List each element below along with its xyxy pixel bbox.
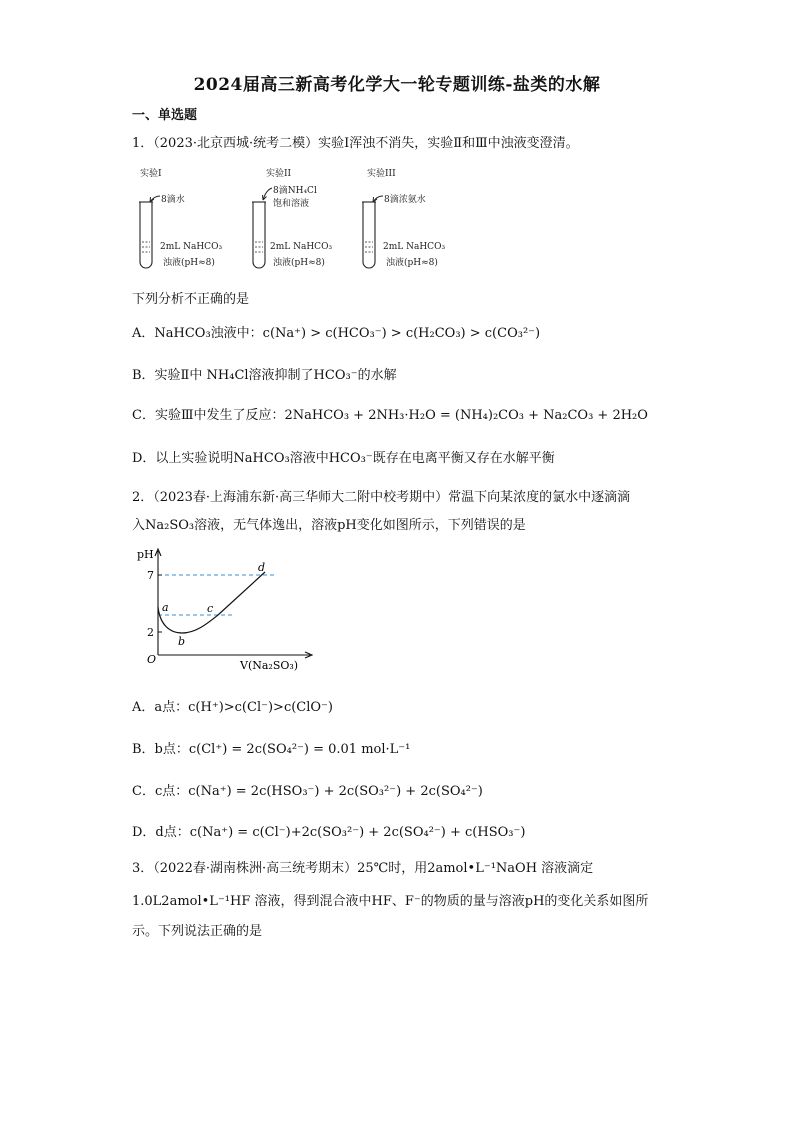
y-tick-2: 2 (147, 626, 154, 639)
document-title: 2024届高三新高考化学大一轮专题训练-盐类的水解 (193, 75, 601, 95)
exp2-reagent-2: 饱和溶液 (273, 199, 310, 209)
q2-option-d[interactable]: D．d点：c(Na⁺) = c(Cl⁻)+2c(SO₃²⁻) + 2c(SO₄²⁻) + c(HSO₃⁻) (132, 825, 526, 840)
test-tubes-svg (130, 180, 460, 275)
exp2-reagent: 8滴NH₄Cl (273, 186, 317, 196)
ph-curve-svg (137, 545, 340, 675)
q2-stem-line2: 入Na₂SO₃溶液，无气体逸出，溶液pH变化如图所示，下列错误的是 (132, 518, 526, 533)
q1-option-d[interactable]: D．以上实验说明NaHCO₃溶液中HCO₃⁻既存在电离平衡又存在水解平衡 (132, 451, 555, 466)
point-d-label: d (258, 561, 266, 574)
exp3-solution-ph: 浊液(pH≈8) (386, 258, 438, 268)
exp2-label: 实验II (266, 169, 292, 179)
exp1-label: 实验I (140, 169, 162, 179)
test-tube-2-icon (252, 188, 272, 268)
y-tick-7: 7 (147, 569, 154, 582)
q3-line2: 1.0L2amol•L⁻¹HF 溶液，得到混合液中HF、F⁻的物质的量与溶液pH的变化关系如图所 (132, 894, 649, 909)
q3-line1: 3．（2022春·湖南株洲·高三统考期末）25℃时，用2amol•L⁻¹NaOH 溶液滴定 (132, 861, 594, 876)
test-tube-1-icon (139, 196, 160, 268)
exp2-solution: 2mL NaHCO₃ (270, 242, 333, 252)
q1-option-a[interactable]: A．NaHCO₃浊液中：c(Na⁺) > c(HCO₃⁻) > c(H₂CO₃) > c(CO₃²⁻) (132, 326, 541, 341)
x-axis-label: V(Na₂SO₃) (240, 659, 299, 672)
q1-option-b[interactable]: B．实验Ⅱ中 NH₄Cl溶液抑制了HCO₃⁻的水解 (132, 368, 397, 383)
origin-label: O (147, 653, 157, 666)
exp3-solution: 2mL NaHCO₃ (383, 242, 446, 252)
q2-option-a[interactable]: A．a点：c(H⁺)>c(Cl⁻)>c(ClO⁻) (132, 700, 333, 715)
q2-stem-line1: 2．（2023春·上海浦东新·高三华师大二附中校考期中）常温下向某浓度的氯水中逐滴滴 (132, 490, 631, 505)
q2-option-c[interactable]: C．c点：c(Na⁺) = 2c(HSO₃⁻) + 2c(SO₃²⁻) + 2c(SO₄²⁻) (132, 784, 483, 799)
exp1-reagent: 8滴水 (161, 195, 185, 205)
exp1-solution: 2mL NaHCO₃ (160, 242, 223, 252)
q2-ph-graph (137, 545, 340, 679)
q1-option-c[interactable]: C．实验Ⅲ中发生了反应：2NaHCO₃ + 2NH₃·H₂O = (NH₄)₂CO₃ + Na₂CO₃ + 2H₂O (132, 408, 648, 423)
section-heading: 一、单选题 (132, 108, 198, 123)
exp3-label: 实验III (367, 169, 396, 179)
exp2-solution-ph: 浊液(pH≈8) (273, 258, 325, 268)
q3-line3: 示。下列说法正确的是 (132, 924, 263, 939)
point-c-label: c (207, 602, 214, 615)
exp3-reagent: 8滴浓氨水 (384, 195, 426, 205)
q1-question: 下列分析不正确的是 (132, 292, 250, 307)
test-tube-3-icon (362, 196, 383, 268)
point-b-label: b (178, 635, 186, 648)
point-a-label: a (162, 601, 169, 614)
exp1-solution-ph: 浊液(pH≈8) (163, 258, 215, 268)
q2-option-b[interactable]: B．b点：c(Cl⁺) = 2c(SO₄²⁻) = 0.01 mol·L⁻¹ (132, 742, 411, 757)
q1-stem: 1．（2023·北京西城·统考二模）实验Ⅰ浑浊不消失，实验Ⅱ和Ⅲ中浊液变澄清。 (132, 136, 579, 151)
y-axis-label: pH (137, 548, 154, 561)
